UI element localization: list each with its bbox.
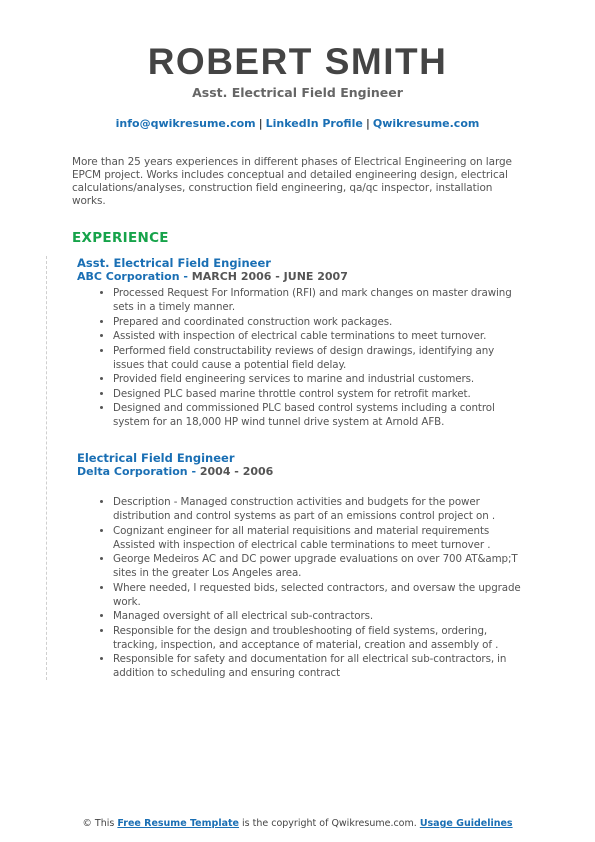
job-title: Asst. Electrical Field Engineer	[77, 256, 271, 270]
email-link[interactable]: info@qwikresume.com	[115, 117, 256, 130]
free-resume-template-link[interactable]: Free Resume Template	[117, 818, 239, 829]
bullet-item: • Prepared and coordinated construction work packages.	[113, 315, 523, 329]
job-meta: Delta Corporation - 2004 - 2006	[77, 465, 274, 478]
summary-paragraph: More than 25 years experiences in different phases of Electrical Engineering on large EPCM project. Works includes conceptual and detailed engineering design, electrical calculations/analyses, construction field engineering, qa/qc inspector, installation works.	[72, 156, 512, 207]
bullet-item: • George Medeiros AC and DC power upgrade evaluations on over 700 AT&amp;T sites in the greater Los Angeles area.	[113, 552, 523, 580]
separator: |	[365, 117, 370, 130]
resume-header	[0, 0, 595, 130]
bullet-item: • Processed Request For Information (RFI) and mark changes on master drawing sets in a timely manner.	[113, 286, 523, 314]
experience-heading: EXPERIENCE	[72, 230, 169, 246]
job-title: Electrical Field Engineer	[77, 451, 235, 465]
footer-copyright-text: is the copyright of Qwikresume.com.	[242, 818, 417, 829]
job-bullets	[77, 286, 523, 429]
candidate-title: Asst. Electrical Field Engineer	[192, 85, 403, 100]
candidate-name: ROBERT SMITH	[147, 41, 448, 82]
job-entry-1	[77, 256, 523, 429]
bullet-item: • Responsible for safety and documentation for all electrical sub-contractors, in addition to scheduling and ensuring contract	[113, 652, 523, 680]
company-name: Delta Corporation	[77, 465, 188, 478]
bullet-item: • Designed PLC based marine throttle control system for retrofit market.	[113, 387, 523, 401]
contact-line	[0, 117, 595, 130]
footer-prefix: © This	[82, 818, 115, 829]
bullet-item: • Assisted with inspection of electrical cable terminations to meet turnover.	[113, 329, 523, 343]
experience-timeline	[46, 256, 523, 680]
bullet-item: • Managed oversight of all electrical sub-contractors.	[113, 609, 523, 623]
bullet-item: • Where needed, I requested bids, selected contractors, and oversaw the upgrade work.	[113, 581, 523, 609]
job-dates: MARCH 2006 - JUNE 2007	[191, 270, 348, 283]
job-entry-2	[77, 451, 523, 680]
job-dates: 2004 - 2006	[199, 465, 274, 478]
bullet-item: • Responsible for the design and troubleshooting of field systems, ordering, tracking, inspection, and acceptance of material, creation and assembly of .	[113, 624, 523, 652]
bullet-item: • Designed and commissioned PLC based control systems including a control system for an 18,000 HP wind tunnel drive system at Arnold AFB.	[113, 401, 523, 429]
linkedin-link[interactable]: LinkedIn Profile	[265, 117, 363, 130]
website-link[interactable]: Qwikresume.com	[372, 117, 480, 130]
footer	[0, 818, 595, 829]
job-bullets	[77, 495, 523, 680]
bullet-item: • Performed field constructability reviews of design drawings, identifying any issues that could cause a potential field delay.	[113, 344, 523, 372]
company-name: ABC Corporation	[77, 270, 180, 283]
usage-guidelines-link[interactable]: Usage Guidelines	[419, 818, 513, 829]
bullet-item: • Cognizant engineer for all material requisitions and material requirements Assisted with inspection of electrical cable terminations to meet turnover .	[113, 524, 523, 552]
bullet-item: • Description - Managed construction activities and budgets for the power distribution and control systems as part of an emissions control project on .	[113, 495, 523, 523]
bullet-item: • Provided field engineering services to marine and industrial customers.	[113, 372, 523, 386]
job-meta: ABC Corporation - MARCH 2006 - JUNE 2007	[77, 270, 348, 283]
separator: |	[258, 117, 263, 130]
